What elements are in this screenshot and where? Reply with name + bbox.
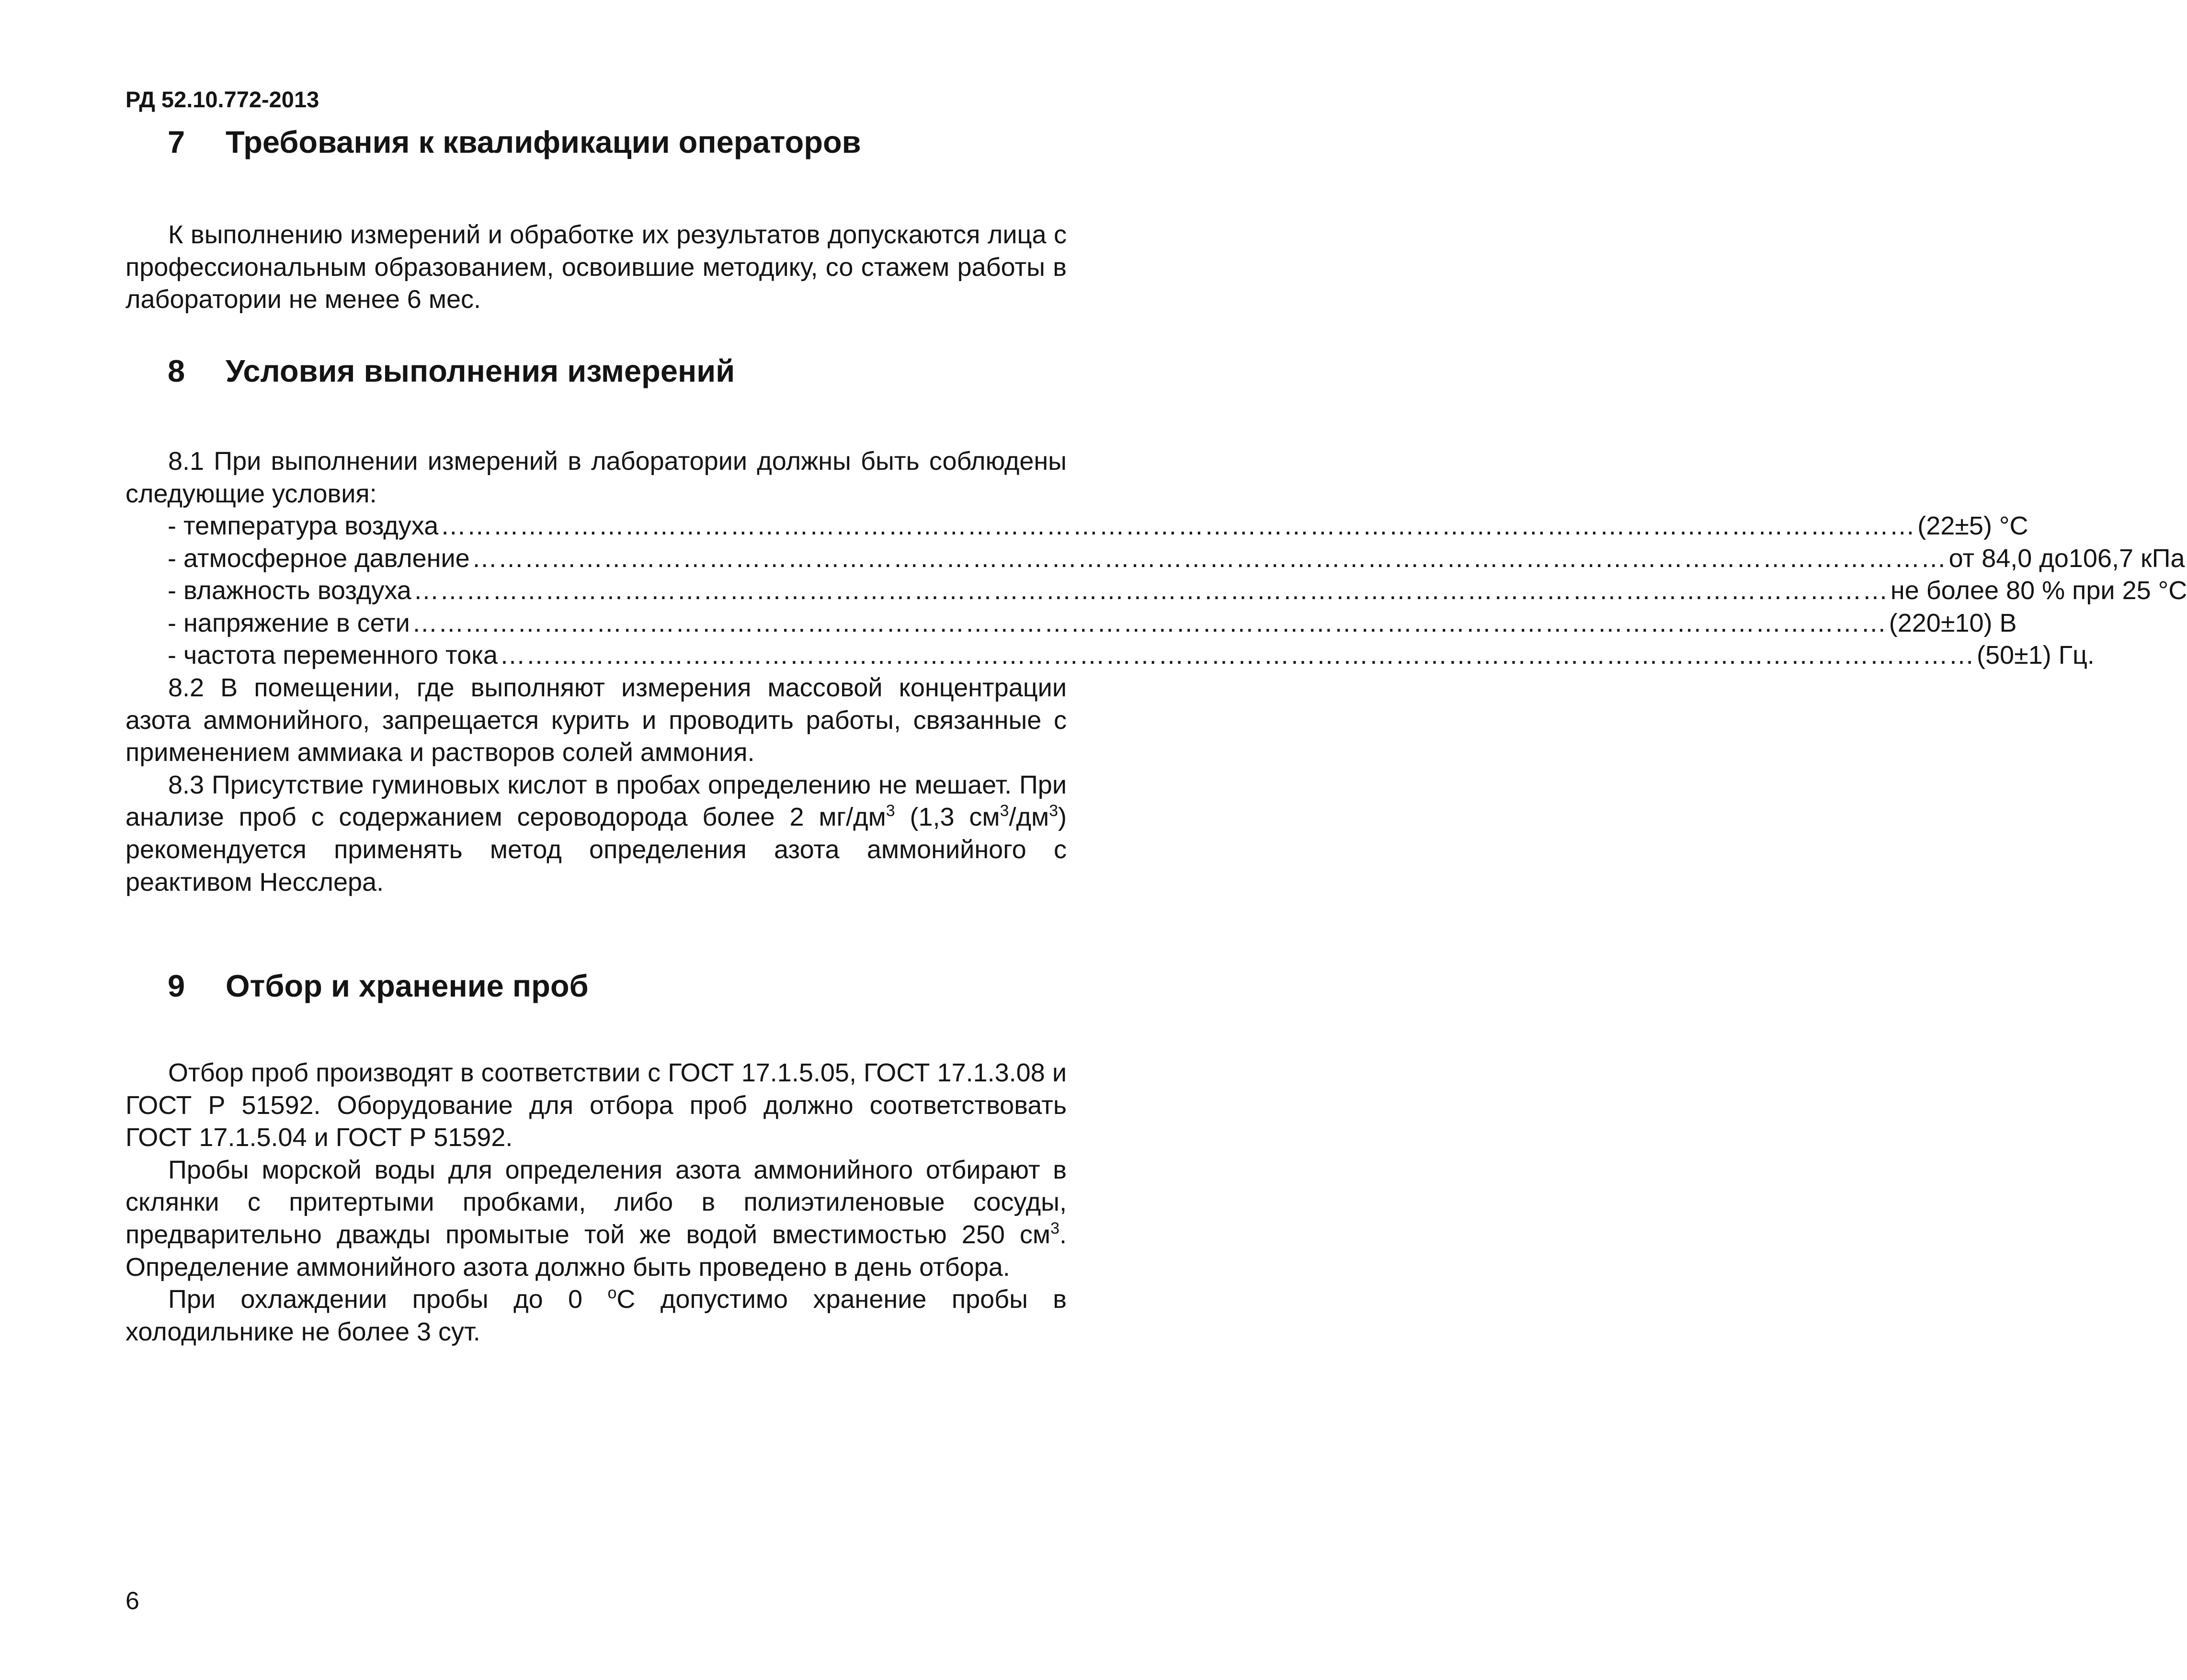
dot-leader: …………………………………………………………………………………………………………………………………………………… (440, 511, 1916, 540)
section-7-number: 7 (168, 125, 185, 159)
condition-value: не более 80 % при 25 °С (1890, 576, 2187, 605)
paragraph-9-3 (125, 1283, 1067, 1348)
section-9-heading (168, 967, 1078, 1005)
section-8-1-body (125, 445, 1067, 510)
text-run: . Определение аммонийного азота должно быть проведено в день отбора. (125, 1220, 1067, 1282)
section-8-number: 8 (168, 353, 185, 388)
paragraph-9-2 (125, 1154, 1067, 1283)
condition-label: - напряжение в сети (168, 608, 410, 637)
section-9-title: Отбор и хранение проб (226, 968, 589, 1003)
superscript: 3 (886, 802, 895, 820)
text-run: С допустимо хранение пробы в холодильнике не более 3 сут. (125, 1285, 1067, 1346)
dot-leader: …………………………………………………………………………………………………………………………………………………… (413, 576, 1889, 605)
dot-leader: …………………………………………………………………………………………………………………………………………………… (500, 641, 1975, 670)
text-run: ) рекомендуется применять метод определения азота аммонийного с реактивом Несслера. (125, 803, 1067, 897)
condition-item (168, 575, 2187, 607)
superscript: 3 (1049, 802, 1058, 820)
section-7-heading (168, 123, 1078, 161)
text-run: Пробы морской воды для определения азота аммонийного отбирают в склянки с притертыми пробками, либо в полиэтиленовые сосуды, предварительно дважды промытые той же водой вместимостью 250 см (125, 1155, 1067, 1249)
paragraph-8-2: 8.2 В помещении, где выполняют измерения массовой концентрации азота аммонийного, запрещается курить и проводить работы, связанные с применением аммиака и растворов солей аммония. (125, 673, 1067, 767)
paragraph-8-1: 8.1 При выполнении измерений в лаборатории должны быть соблюдены следующие условия: (125, 447, 1067, 508)
section-7-title: Требования к квалификации операторов (226, 125, 861, 159)
condition-value: от 84,0 до106,7 кПа (1948, 544, 2185, 573)
section-9-number: 9 (168, 968, 185, 1003)
section-7-paragraph: К выполнению измерений и обработке их результатов допускаются лица с профессиональным образованием, освоившие методику, со стажем работы в лаборатории не менее 6 мес. (125, 220, 1067, 314)
condition-item (168, 639, 2095, 672)
section-8-2-3-body (125, 672, 1067, 898)
dot-leader: …………………………………………………………………………………………………………………………………………………… (471, 544, 1947, 573)
condition-value: (220±10) В (1889, 608, 2017, 637)
condition-value: (22±5) °С (1917, 511, 2028, 540)
text-run: (1,3 см (895, 803, 1000, 832)
condition-label: - влажность воздуха (168, 576, 411, 605)
condition-item (168, 607, 2017, 640)
section-7-body (125, 219, 1067, 316)
section-8-title: Условия выполнения измерений (226, 353, 735, 388)
document-code: РД 52.10.772-2013 (125, 87, 319, 112)
page-number: 6 (125, 1587, 139, 1615)
section-8-heading (168, 352, 1078, 390)
section-9-body (125, 1057, 1067, 1348)
condition-item (168, 543, 2185, 575)
paragraph-9-1: Отбор проб производят в соответствии с ГОСТ 17.1.5.05, ГОСТ 17.1.3.08 и ГОСТ Р 51592. Оборудование для отбора проб должно соответствовать ГОСТ 17.1.5.04 и ГОСТ Р 51592. (125, 1058, 1067, 1152)
superscript: 3 (1000, 802, 1009, 820)
condition-item (168, 510, 2028, 543)
condition-label: - атмосферное давление (168, 544, 470, 573)
conditions-list (168, 510, 2187, 672)
dot-leader: …………………………………………………………………………………………………………………………………………………… (411, 608, 1887, 637)
condition-label: - частота переменного тока (168, 641, 498, 670)
superscript: о (607, 1284, 617, 1303)
text-run: При охлаждении пробы до 0 (168, 1285, 608, 1314)
condition-label: - температура воздуха (168, 511, 439, 540)
condition-value: (50±1) Гц. (1977, 641, 2095, 670)
superscript: 3 (1050, 1219, 1059, 1237)
paragraph-8-3 (125, 769, 1067, 898)
text-run: /дм (1009, 803, 1049, 832)
text-run: 8.3 Присутствие гуминовых кислот в пробах определению не мешает. При анализе проб с содержанием сероводорода более 2 мг/дм (125, 770, 1067, 832)
